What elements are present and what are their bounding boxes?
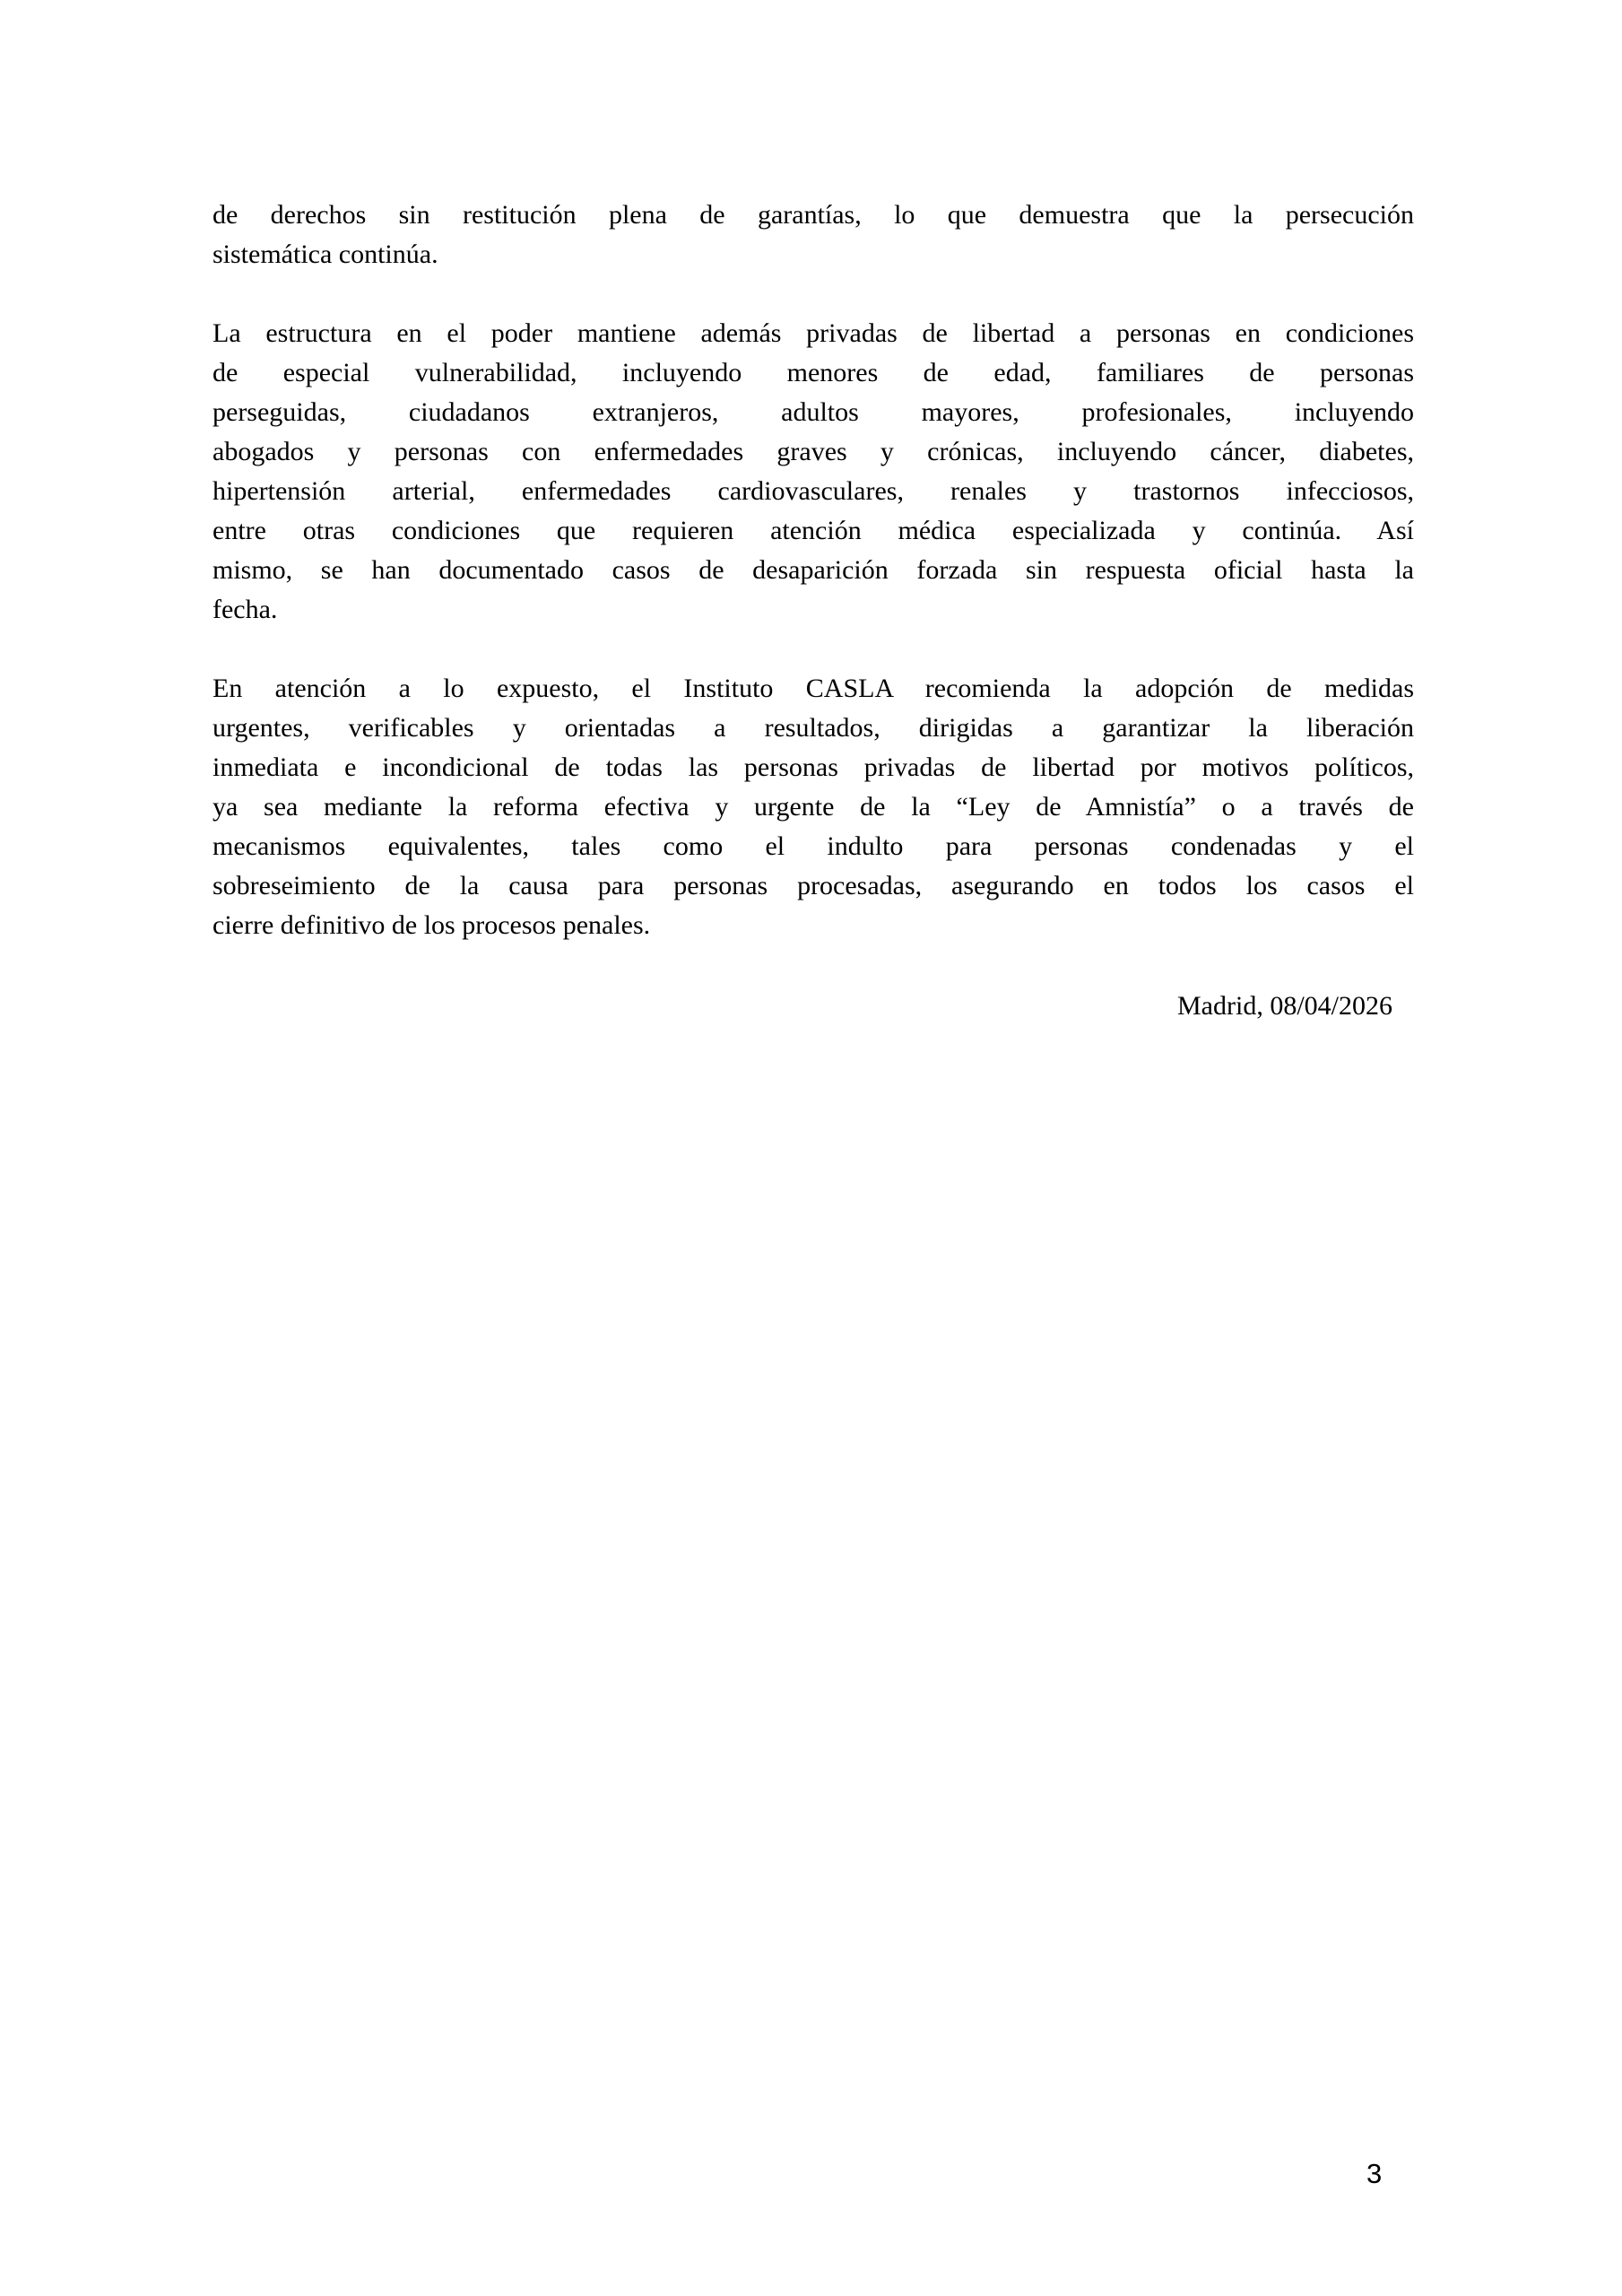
text-line: cierre definitivo de los procesos penales. xyxy=(213,910,651,940)
text-line: sobreseimiento de la causa para personas procesadas, asegurando en todos los casos el xyxy=(213,871,1414,900)
text-line: entre otras condiciones que requieren atención médica especializada y continúa. Así xyxy=(213,516,1414,545)
text-line: abogados y personas con enfermedades graves y crónicas, incluyendo cáncer, diabetes, xyxy=(213,437,1414,466)
text-line: fecha. xyxy=(213,595,278,624)
text-line: de especial vulnerabilidad, incluyendo menores de edad, familiares de personas xyxy=(213,358,1414,387)
document-body xyxy=(213,196,1414,945)
text-line: de derechos sin restitución plena de garantías, lo que demuestra que la persecución xyxy=(213,200,1414,230)
text-line: La estructura en el poder mantiene además privadas de libertad a personas en condiciones xyxy=(213,318,1414,348)
text-line: urgentes, verificables y orientadas a resultados, dirigidas a garantizar la liberación xyxy=(213,713,1414,743)
paragraph xyxy=(213,314,1414,630)
text-line: ya sea mediante la reforma efectiva y urgente de la “Ley de Amnistía” o a través de xyxy=(213,792,1414,822)
text-line: perseguidas, ciudadanos extranjeros, adultos mayores, profesionales, incluyendo xyxy=(213,397,1414,427)
text-line: hipertensión arterial, enfermedades cardiovasculares, renales y trastornos infecciosos, xyxy=(213,476,1414,506)
text-line: mecanismos equivalentes, tales como el indulto para personas condenadas y el xyxy=(213,831,1414,861)
date-line: Madrid, 08/04/2026 xyxy=(1177,991,1392,1021)
text-line: sistemática continúa. xyxy=(213,239,438,269)
paragraph xyxy=(213,669,1414,945)
text-line: En atención a lo expuesto, el Instituto CASLA recomienda la adopción de medidas xyxy=(213,674,1414,703)
page-number: 3 xyxy=(1366,2158,1383,2189)
text-line: inmediata e incondicional de todas las personas privadas de libertad por motivos políticos, xyxy=(213,752,1414,782)
paragraph xyxy=(213,196,1414,274)
text-line: mismo, se han documentado casos de desaparición forzada sin respuesta oficial hasta la xyxy=(213,555,1414,585)
